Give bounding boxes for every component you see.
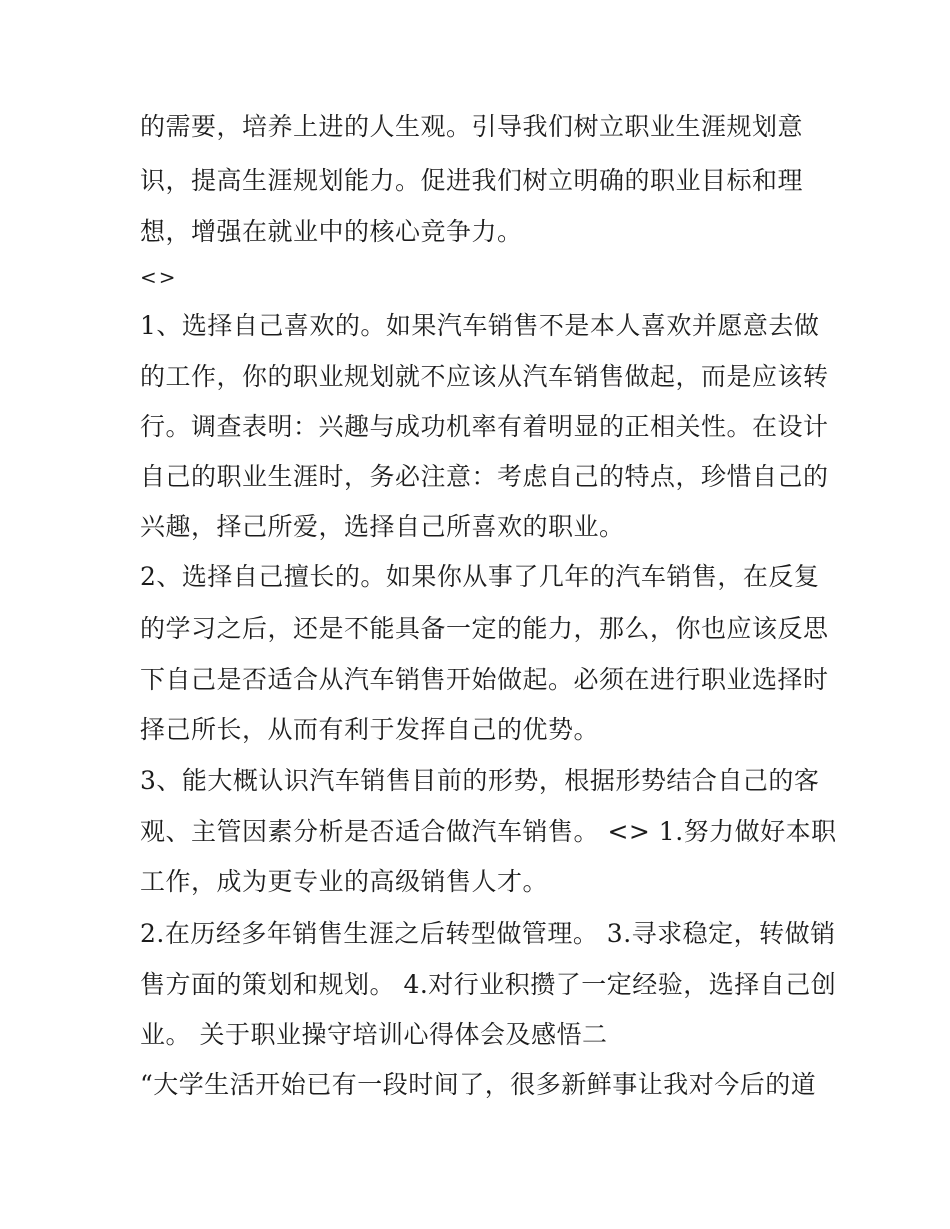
- text-line: 售方面的策划和规划。 4.对行业积攒了一定经验，选择自己创: [140, 970, 837, 999]
- text-line: 的工作，你的职业规划就不应该从汽车销售做起，而是应该转: [140, 362, 829, 391]
- text-line: 1、选择自己喜欢的。如果汽车销售不是本人喜欢并愿意去做: [140, 311, 820, 340]
- text-line: 的需要，培养上进的人生观。引导我们树立职业生涯规划意: [140, 112, 804, 141]
- text-line: 2.在历经多年销售生涯之后转型做管理。 3.寻求稳定，转做销: [140, 919, 836, 948]
- text-line: 想，增强在就业中的核心竞争力。: [140, 217, 523, 246]
- text-line: 自己的职业生涯时，务必注意：考虑自己的特点，珍惜自己的: [140, 462, 829, 491]
- text-line: 观、主管因素分析是否适合做汽车销售。 <> 1.努力做好本职: [140, 817, 837, 846]
- text-line: 3、能大概认识汽车销售目前的形势，根据形势结合自己的客: [140, 766, 820, 795]
- text-line: 工作，成为更专业的高级销售人才。: [140, 867, 549, 896]
- text-line: 业。 关于职业操守培训心得体会及感悟二: [140, 1020, 608, 1049]
- text-line: 识，提高生涯规划能力。促进我们树立明确的职业目标和理: [140, 166, 804, 195]
- text-line: 下自己是否适合从汽车销售开始做起。必须在进行职业选择时: [140, 665, 829, 694]
- text-line: 的学习之后，还是不能具备一定的能力，那么，你也应该反思: [140, 614, 829, 643]
- text-line: 2、选择自己擅长的。如果你从事了几年的汽车销售，在反复: [140, 562, 820, 591]
- text-line: 行。调查表明：兴趣与成功机率有着明显的正相关性。在设计: [140, 412, 829, 441]
- text-line: 兴趣，择己所爱，选择自己所喜欢的职业。: [140, 512, 625, 541]
- text-line: “大学生活开始已有一段时间了，很多新鲜事让我对今后的道: [140, 1070, 817, 1099]
- text-line: 择己所长，从而有利于发挥自己的优势。: [140, 715, 600, 744]
- text-line: <>: [140, 265, 178, 289]
